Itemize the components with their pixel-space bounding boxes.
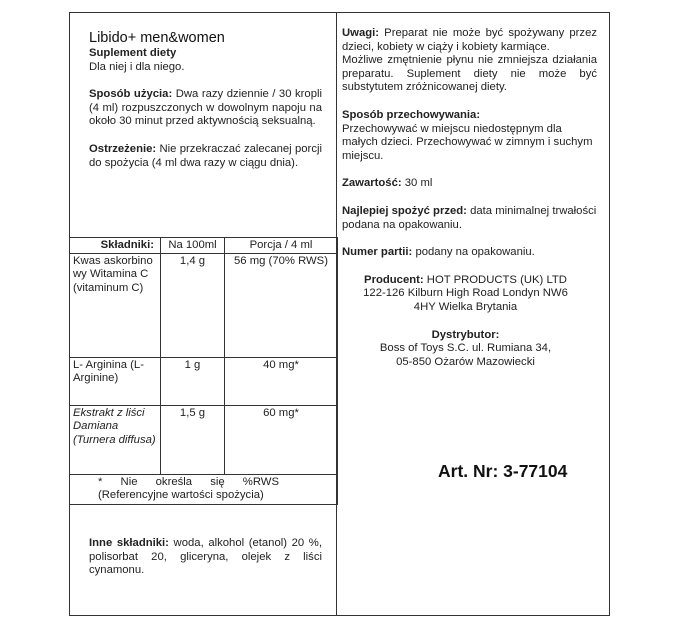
ingredient-portion: 40 mg* xyxy=(225,357,338,405)
header-portion: Porcja / 4 ml xyxy=(225,238,338,254)
other-ingredients xyxy=(89,537,322,578)
ingredients-table xyxy=(69,237,338,505)
article-number: Art. Nr: 3-77104 xyxy=(438,461,568,481)
batch-text: podany na opakowaniu. xyxy=(412,246,535,259)
distributor-text-2: 05-850 Ożarów Mazowiecki xyxy=(396,355,535,368)
best-before-section xyxy=(342,205,597,232)
left-column xyxy=(89,30,322,170)
notes-label: Uwagi: xyxy=(342,27,380,39)
right-column xyxy=(342,27,597,369)
usage-label: Sposób użycia: xyxy=(89,88,173,101)
notes-text: Preparat nie może być spożywany przez dzieci, kobiety w ciąży i kobiety karmiące. xyxy=(342,27,597,53)
table-row xyxy=(70,357,338,405)
product-title: Libido+ men&women xyxy=(89,30,225,46)
usage-text: Dwa razy dziennie / 30 kropli (4 ml) rozpuszczonych w dowolnym napoju na około 30 minut przed aktywnością seksualną. xyxy=(89,88,322,128)
batch-section xyxy=(342,246,597,260)
ingredient-per100: 1,4 g xyxy=(161,253,225,357)
table-footnote: * Nie określa się %RWS (Referencyjne wartości spożycia) xyxy=(70,474,338,504)
other-ingredients-text: woda, alkohol (etanol) 20 %, polisorbat 20, gliceryna, olejek z liści cynamonu. xyxy=(89,537,322,577)
warning-text: Nie przekraczać zalecanej porcji do spożycia (4 ml dwa razy w ciągu dnia). xyxy=(89,142,322,169)
distributor-label: Dystrybutor: xyxy=(431,328,500,341)
ingredient-portion: 56 mg (70% RWS) xyxy=(225,253,338,357)
content-label: Zawartość: xyxy=(342,177,402,190)
content-section xyxy=(342,177,597,191)
best-before-text: data minimalnej trwałości podana na opakowaniu. xyxy=(342,204,597,231)
ingredient-per100: 1,5 g xyxy=(161,405,225,474)
ingredient-name: Ekstrakt z liści Damiana (Turnera diffusa) xyxy=(70,405,161,474)
header-ingredient: Składniki: xyxy=(70,238,161,254)
ingredient-name: L- Arginina (L-Arginine) xyxy=(70,357,161,405)
content-text: 30 ml xyxy=(401,177,433,190)
producer-label: Producent: xyxy=(364,273,424,286)
product-subtitle: Suplement diety xyxy=(89,47,177,59)
other-ingredients-section xyxy=(89,537,322,578)
storage-label: Sposób przechowywania: xyxy=(342,108,481,121)
header-per100: Na 100ml xyxy=(161,238,225,254)
producer-text-2: 122-126 Kilburn High Road Londyn NW6 xyxy=(363,287,568,300)
warning-label: Ostrzeżenie: xyxy=(89,142,157,155)
batch-label: Numer partii: xyxy=(342,246,413,259)
ingredient-portion: 60 mg* xyxy=(225,405,338,474)
product-tagline: Dla niej i dla niego. xyxy=(89,60,185,73)
other-ingredients-label: Inne składniki: xyxy=(89,537,169,549)
table-header-row xyxy=(70,238,338,254)
warning-section xyxy=(89,143,322,170)
ingredient-per100: 1 g xyxy=(161,357,225,405)
producer-text-1: HOT PRODUCTS (UK) LTD xyxy=(423,273,567,286)
notes-text-2: Możliwe zmętnienie płynu nie zmniejsza działania preparatu. Suplement diety nie może być substytutem zróżnicowanej diety. xyxy=(342,54,597,94)
best-before-label: Najlepiej spożyć przed: xyxy=(342,204,467,217)
table-row xyxy=(70,405,338,474)
distributor-text-1: Boss of Toys S.C. ul. Rumiana 34, xyxy=(379,342,552,355)
table-row xyxy=(70,253,338,357)
usage-section xyxy=(89,88,322,129)
table-footnote-row xyxy=(70,474,338,504)
producer-section xyxy=(342,274,597,288)
ingredient-name: Kwas askorbinowy Witamina C (vitaminum C) xyxy=(70,253,161,357)
notes-section xyxy=(342,27,597,54)
storage-text: Przechowywać w miejscu niedostępnym dla małych dzieci. Przechowywać w zimnym i suchym miejscu. xyxy=(342,122,593,162)
producer-text-3: 4HY Wielka Brytania xyxy=(413,300,518,313)
